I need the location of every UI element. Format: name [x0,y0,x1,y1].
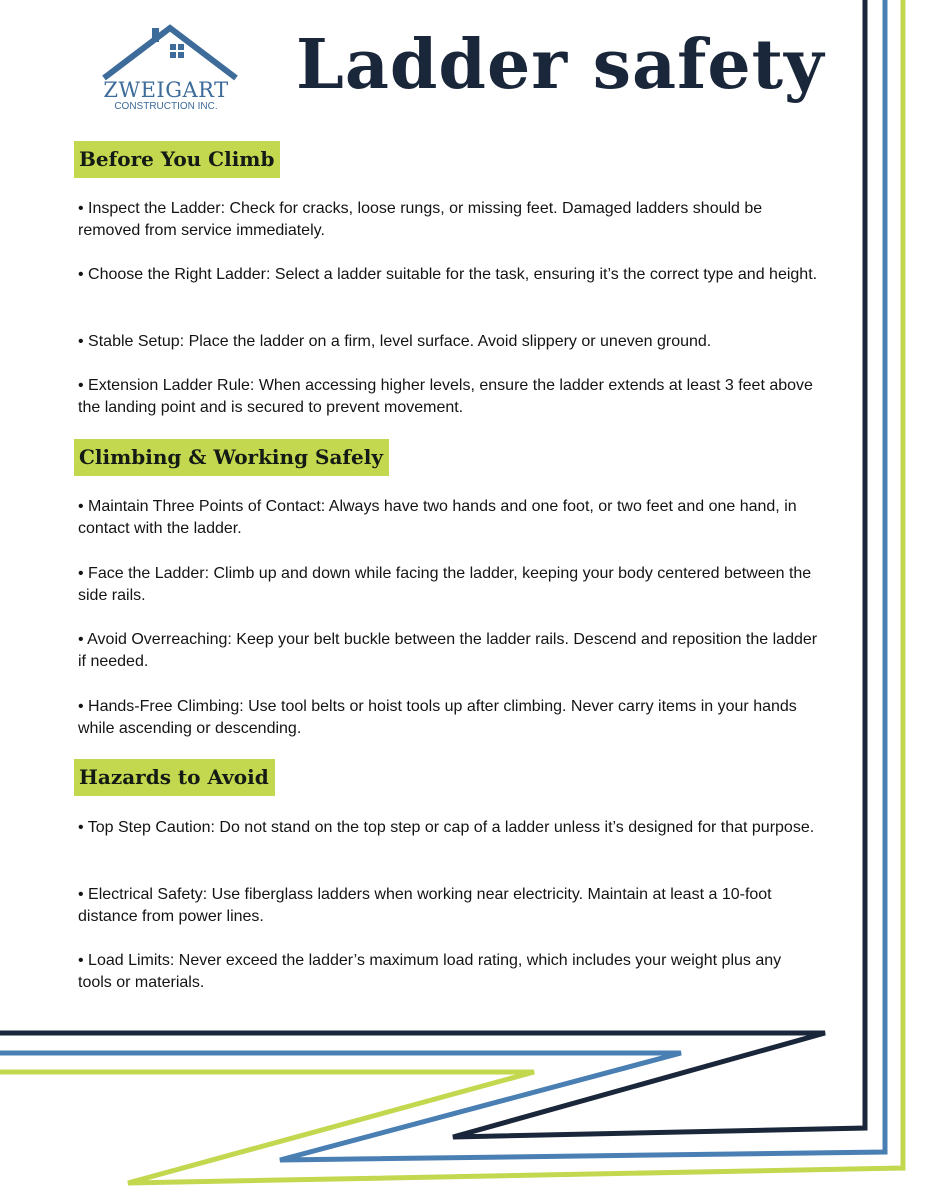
list-item: • Top Step Caution: Do not stand on the top step or cap of a ladder unless it’s designed for that purpose. [78,819,815,836]
section-heading-before-you-climb: Before You Climb [74,141,280,178]
list-item: • Extension Ladder Rule: When accessing higher levels, ensure the ladder extends at least 3 feet above the landing point and is secured to prevent movement. [78,377,813,416]
list-item: • Load Limits: Never exceed the ladder’s maximum load rating, which includes your weight plus any tools or materials. [78,952,782,991]
list-item: • Electrical Safety: Use fiberglass ladders when working near electricity. Maintain at least a 10-foot distance from power lines. [78,886,772,925]
list-item: • Avoid Overreaching: Keep your belt buckle between the ladder rails. Descend and reposition the ladder if needed. [78,631,818,670]
list-item: • Stable Setup: Place the ladder on a firm, level surface. Avoid slippery or uneven ground. [78,333,712,350]
list-item: • Inspect the Ladder: Check for cracks, loose rungs, or missing feet. Damaged ladders should be removed from service immediately. [78,200,763,239]
section-heading-climbing-working-safely: Climbing & Working Safely [74,439,389,476]
list-item: • Maintain Three Points of Contact: Always have two hands and one foot, or two feet and one hand, in contact with the ladder. [78,498,797,537]
logo-name: ZWEIGART [103,78,229,102]
list-item: • Hands-Free Climbing: Use tool belts or hoist tools up after climbing. Never carry items in your hands while ascending or descending. [78,698,797,737]
section-heading-hazards-to-avoid: Hazards to Avoid [74,759,275,796]
logo-subtitle: CONSTRUCTION INC. [114,101,218,112]
list-item: • Face the Ladder: Climb up and down while facing the ladder, keeping your body centered between the side rails. [78,565,812,604]
page-title: Ladder safety [296,25,825,105]
list-item: • Choose the Right Ladder: Select a ladder suitable for the task, ensuring it’s the correct type and height. [78,266,818,283]
